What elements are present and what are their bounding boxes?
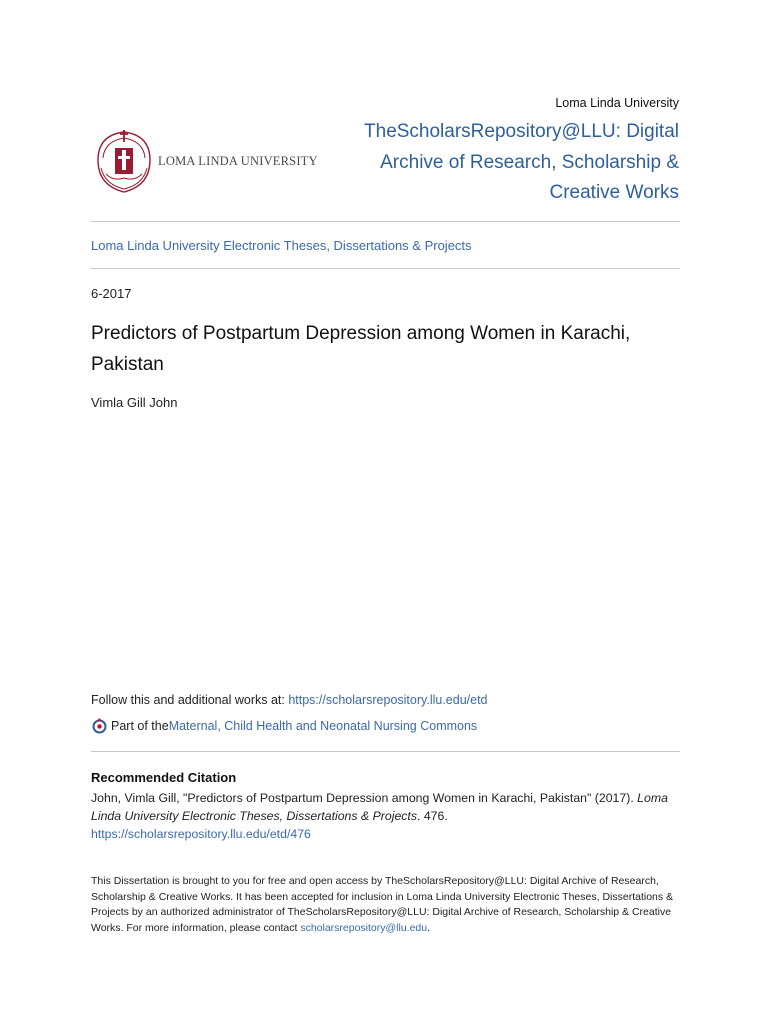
- university-name: Loma Linda University: [555, 96, 679, 110]
- bepress-commons-icon: [91, 717, 108, 734]
- divider: [91, 221, 680, 222]
- citation-series: Loma Linda University Electronic Theses, Dissertations & Projects: [91, 791, 668, 823]
- follow-label: Follow this and additional works at:: [91, 693, 289, 707]
- citation-number: . 476.: [417, 809, 448, 823]
- notice-text: This Dissertation is brought to you for free and open access by TheScholarsRepository@LLU: Digital Archive of Research, Scholarship & Creative Works. It has been accepted for inclusion in Loma Linda University Electronic Theses, Dissertations & Projects by an authorized administrator of TheScholarsRepository@LLU: Digital Archive of Research, Scholarship & Creative Works. For more information, please contact: [91, 875, 674, 934]
- publication-date: 6-2017: [91, 286, 132, 301]
- citation-heading: Recommended Citation: [91, 770, 237, 785]
- logo-wordmark: LOMA LINDA UNIVERSITY: [158, 154, 318, 168]
- notice-end: .: [427, 921, 431, 934]
- citation-text: [91, 789, 686, 843]
- follow-line: [91, 693, 488, 707]
- document-title: Predictors of Postpartum Depression among Women in Karachi, Pakistan: [91, 323, 631, 375]
- follow-link[interactable]: https://scholarsrepository.llu.edu/etd: [288, 693, 488, 707]
- repository-title-link[interactable]: TheScholarsRepository@LLU: Digital Archive of Research, Scholarship & Creative Works: [364, 121, 679, 203]
- divider: [91, 751, 680, 752]
- part-of-line: [91, 717, 477, 734]
- part-of-label: Part of the: [111, 718, 169, 733]
- contact-email-link[interactable]: scholarsrepository@llu.edu: [300, 921, 428, 934]
- access-notice: [91, 874, 686, 936]
- crest-icon: [98, 130, 150, 192]
- divider: [91, 268, 680, 269]
- collection-link[interactable]: Loma Linda University Electronic Theses, Dissertations & Projects: [91, 238, 472, 253]
- commons-link[interactable]: Maternal, Child Health and Neonatal Nursing Commons: [168, 718, 478, 733]
- author-name: Vimla Gill John: [91, 395, 178, 410]
- citation-body: John, Vimla Gill, "Predictors of Postpartum Depression among Women in Karachi, Pakistan" (2017).: [91, 791, 638, 805]
- citation-link[interactable]: https://scholarsrepository.llu.edu/etd/476: [91, 827, 311, 841]
